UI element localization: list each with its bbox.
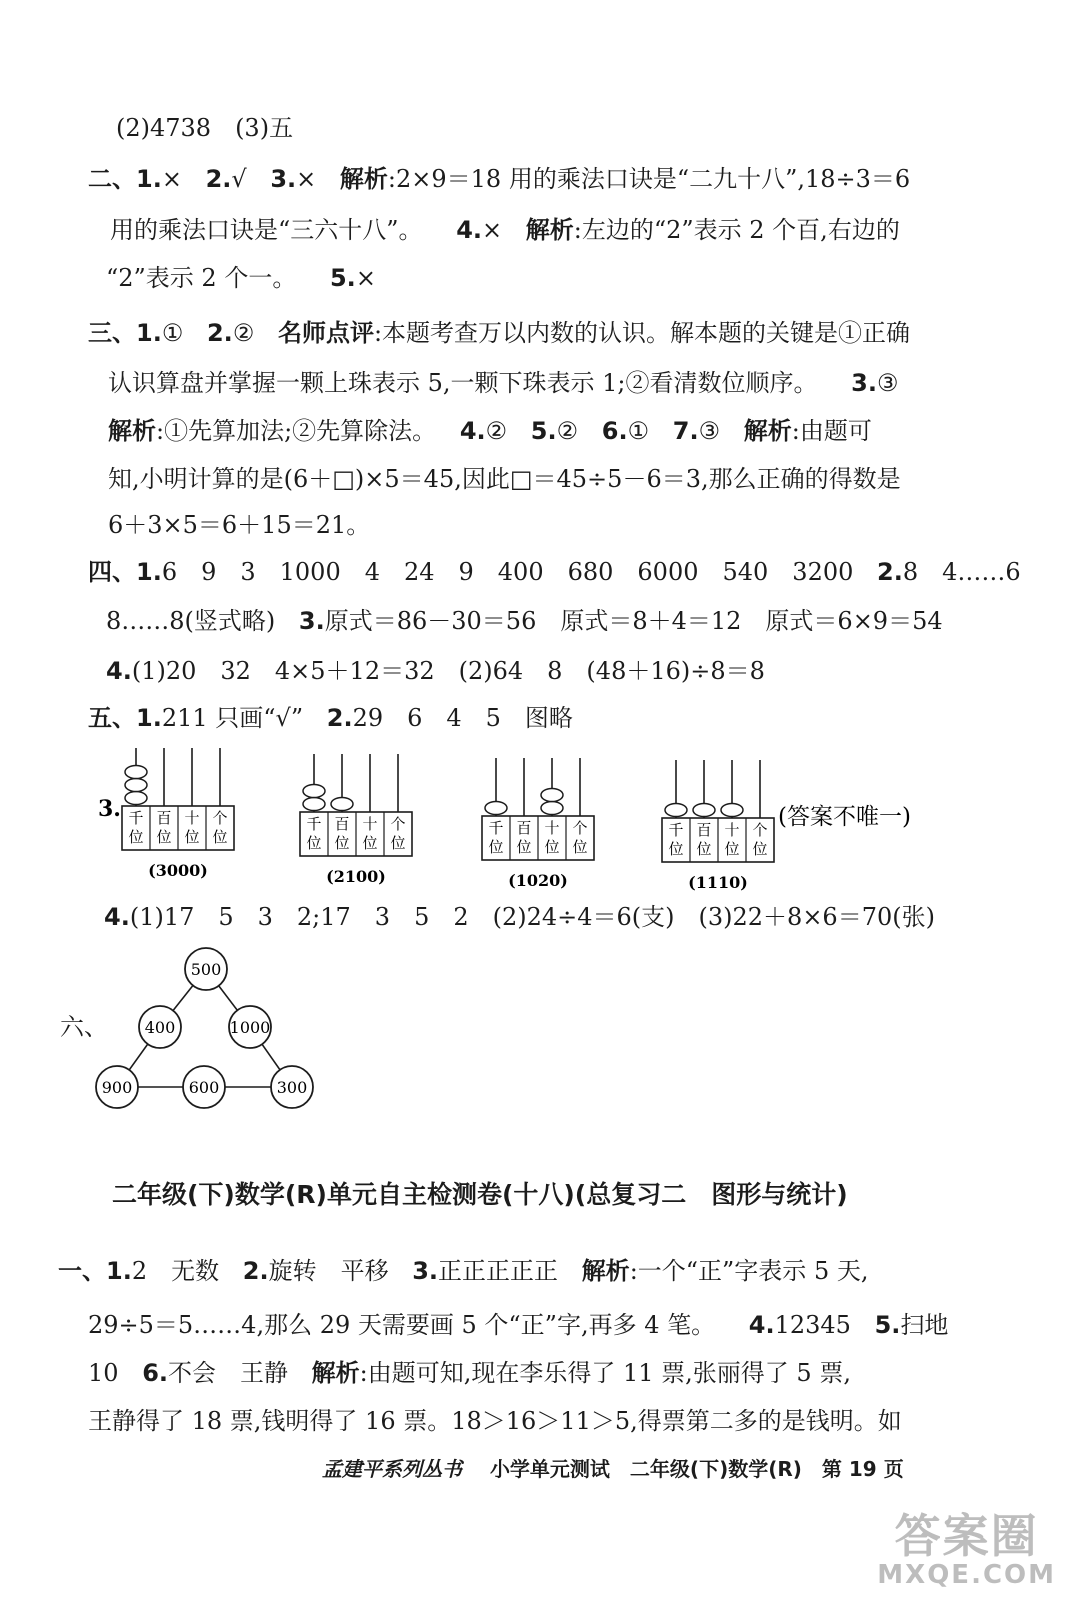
abacus-bead bbox=[541, 789, 563, 802]
abacus-bead bbox=[303, 785, 325, 798]
page-footer bbox=[322, 1453, 904, 1482]
abacus-place-label: 十 bbox=[724, 821, 740, 839]
abacus-place-label: 位 bbox=[696, 840, 712, 858]
section-3-line-1: 三、1.① 2.② 名师点评:本题考查万以内数的认识。解本题的关键是①正确 bbox=[88, 319, 911, 347]
abacus-place-label: 位 bbox=[362, 834, 378, 852]
unit18-line-2: 29÷5＝5……4,那么 29 天需要画 5 个“正”字,再多 4 笔。 4.12345 5.扫地 bbox=[88, 1311, 949, 1339]
abacus-value: (1020) bbox=[508, 871, 568, 890]
triangle-node-value: 900 bbox=[101, 1078, 133, 1097]
abacus-place-label: 个 bbox=[752, 821, 768, 839]
abacus-place-label: 千 bbox=[306, 815, 322, 833]
abacus-place-label: 位 bbox=[306, 834, 322, 852]
abacus-value: (3000) bbox=[148, 861, 208, 880]
abacus-place-label: 百 bbox=[334, 815, 350, 833]
triangle-node-value: 400 bbox=[144, 1018, 176, 1037]
abacus-place-label: 位 bbox=[128, 828, 144, 846]
abacus-note: (答案不唯一) bbox=[778, 804, 911, 830]
abacus-place-label: 个 bbox=[390, 815, 406, 833]
abacus-place-label: 十 bbox=[362, 815, 378, 833]
abacus-bead bbox=[721, 804, 743, 817]
abacus-place-label: 位 bbox=[488, 838, 504, 856]
unit18-line-1: 一、1.2 无数 2.旋转 平移 3.正正正正正 解析:一个“正”字表示 5 天, bbox=[58, 1257, 869, 1285]
triangle-node-value: 1000 bbox=[229, 1018, 271, 1037]
answer-line-1: (2)4738 (3)五 bbox=[116, 114, 294, 142]
abacus-place-label: 位 bbox=[572, 838, 588, 856]
section-2-line-3: “2”表示 2 个一。 5.× bbox=[106, 264, 376, 292]
abacus-place-label: 位 bbox=[668, 840, 684, 858]
section-heading: 二年级(下)数学(R)单元自主检测卷(十八)(总复习二 图形与统计) bbox=[112, 1180, 848, 1209]
abacus-bead bbox=[125, 766, 147, 779]
section-3-line-3: 解析:①先算加法;②先算除法。 4.② 5.② 6.① 7.③ 解析:由题可 bbox=[108, 417, 872, 445]
abacus-place-label: 个 bbox=[572, 819, 588, 837]
abacus-bead bbox=[125, 792, 147, 805]
abacus-bead bbox=[303, 798, 325, 811]
abacus-place-label: 十 bbox=[544, 819, 560, 837]
abacus-place-label: 位 bbox=[516, 838, 532, 856]
abacus-item-number: 3. bbox=[98, 796, 121, 822]
book-title: 小学单元测试 二年级(下)数学(R) 第 bbox=[489, 1457, 842, 1481]
watermark-logo bbox=[877, 1509, 1056, 1590]
section-5-line-4: 4.(1)17 5 3 2;17 3 5 2 (2)24÷4＝6(支) (3)22＋8×6＝70(张) bbox=[104, 903, 935, 931]
abacus-place-label: 千 bbox=[128, 809, 144, 827]
triangle-node-value: 500 bbox=[190, 960, 222, 979]
abacus-place-label: 千 bbox=[668, 821, 684, 839]
section-3-line-4: 知,小明计算的是(6＋□)×5＝45,因此□＝45÷5－6＝3,那么正确的得数是 bbox=[108, 465, 901, 493]
abacus-place-label: 千 bbox=[488, 819, 504, 837]
abacus-value: (1110) bbox=[688, 873, 748, 892]
abacus-bead bbox=[331, 798, 353, 811]
triangle-node-value: 300 bbox=[276, 1078, 308, 1097]
number-triangle bbox=[80, 940, 420, 1120]
triangle-node-value: 600 bbox=[188, 1078, 220, 1097]
section-5-line-1: 五、1.211 只画“√” 2.29 6 4 5 图略 bbox=[88, 704, 573, 732]
page-suffix: 页 bbox=[883, 1457, 904, 1481]
section-3-line-2: 认识算盘并掌握一颗上珠表示 5,一颗下珠表示 1;②看清数位顺序。 3.③ bbox=[108, 369, 899, 397]
section-6-label: 六、 bbox=[60, 1013, 108, 1041]
abacus-place-label: 位 bbox=[390, 834, 406, 852]
abacus-place-label: 百 bbox=[516, 819, 532, 837]
abacus-place-label: 位 bbox=[544, 838, 560, 856]
page-number: 19 bbox=[848, 1457, 877, 1481]
abacus-bead bbox=[693, 804, 715, 817]
abacus-place-label: 位 bbox=[752, 840, 768, 858]
section-2-line-1: 二、1.× 2.√ 3.× 解析:2×9＝18 用的乘法口诀是“二九十八”,18÷3＝6 bbox=[88, 165, 911, 193]
abacus-bead bbox=[485, 802, 507, 815]
abacus-bead bbox=[541, 802, 563, 815]
unit18-line-4: 王静得了 18 票,钱明得了 16 票。18＞16＞11＞5,得票第二多的是钱明。如 bbox=[88, 1407, 902, 1435]
abacus-place-label: 百 bbox=[156, 809, 172, 827]
abacus-place-label: 位 bbox=[184, 828, 200, 846]
abacus-place-label: 百 bbox=[696, 821, 712, 839]
section-2-line-2: 用的乘法口诀是“三六十八”。 4.× 解析:左边的“2”表示 2 个百,右边的 bbox=[110, 216, 900, 244]
abacus-place-label: 十 bbox=[184, 809, 200, 827]
series-name: 孟建平系列丛书 bbox=[322, 1457, 462, 1481]
watermark-top-text: 答案圈 bbox=[894, 1509, 1039, 1563]
abacus-place-label: 位 bbox=[212, 828, 228, 846]
abacus-place-label: 位 bbox=[724, 840, 740, 858]
section-4-line-1: 四、1.6 9 3 1000 4 24 9 400 680 6000 540 3200 2.8 4……6 bbox=[88, 558, 1021, 586]
abacus-place-label: 个 bbox=[212, 809, 228, 827]
abacus-value: (2100) bbox=[326, 867, 386, 886]
section-3-line-5: 6＋3×5＝6＋15＝21。 bbox=[108, 511, 371, 539]
section-4-line-3: 4.(1)20 32 4×5＋12＝32 (2)64 8 (48＋16)÷8＝8 bbox=[106, 657, 765, 685]
abacus-bead bbox=[665, 804, 687, 817]
section-4-line-2: 8……8(竖式略) 3.原式＝86－30＝56 原式＝8＋4＝12 原式＝6×9＝54 bbox=[106, 607, 943, 635]
unit18-line-3: 10 6.不会 王静 解析:由题可知,现在李乐得了 11 票,张丽得了 5 票, bbox=[88, 1359, 851, 1387]
watermark-url: MXQE.COM bbox=[877, 1560, 1056, 1590]
abacus-place-label: 位 bbox=[156, 828, 172, 846]
abacus-place-label: 位 bbox=[334, 834, 350, 852]
abacus-bead bbox=[125, 779, 147, 792]
abacus-figure bbox=[0, 736, 940, 896]
